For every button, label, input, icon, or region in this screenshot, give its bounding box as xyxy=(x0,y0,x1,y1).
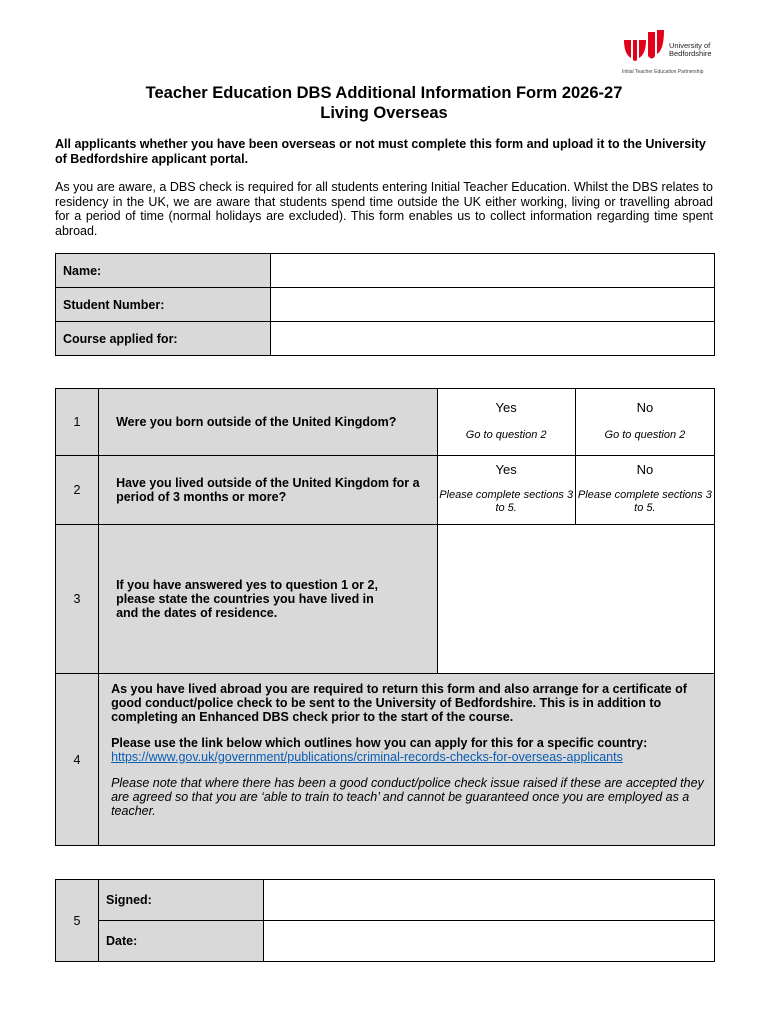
university-emblem-icon xyxy=(622,26,668,64)
question-4-info xyxy=(99,674,715,846)
university-name: University of Bedfordshire xyxy=(669,41,712,58)
questions-table xyxy=(55,388,715,846)
question-4-link-intro: Please use the link below which outlines how you can apply for this for a specific country: xyxy=(111,736,648,750)
question-3-answer-field[interactable] xyxy=(437,525,714,674)
date-label: Date: xyxy=(99,921,264,962)
question-3-number: 3 xyxy=(56,525,99,674)
signed-field[interactable] xyxy=(264,880,715,921)
student-number-field[interactable] xyxy=(271,288,715,322)
question-2-text: Have you lived outside of the United Kingdom for a period of 3 months or more? xyxy=(99,456,438,525)
question-1-yes-note: Go to question 2 xyxy=(465,429,547,441)
question-1-yes-option[interactable] xyxy=(437,389,575,456)
name-field[interactable] xyxy=(271,254,715,288)
course-label: Course applied for: xyxy=(56,322,271,356)
section-5-number: 5 xyxy=(56,880,99,962)
intro-instruction: All applicants whether you have been overseas or not must complete this form and upload it to the University of Bedfordshire applicant portal. xyxy=(55,137,706,166)
question-2-no-option[interactable] xyxy=(575,456,714,525)
signature-table xyxy=(55,879,715,962)
date-field[interactable] xyxy=(264,921,715,962)
student-number-label: Student Number: xyxy=(56,288,271,322)
question-1-text: Were you born outside of the United Kingdom? xyxy=(99,389,438,456)
logo-tagline: Initial Teacher Education Partnership xyxy=(622,69,704,75)
question-4-paragraph: As you have lived abroad you are required to return this form and also arrange for a certificate of good conduct/police check to be sent to the University of Bedfordshire. This is in addition to completing an Enhanced DBS check prior to the start of the course. xyxy=(111,682,687,724)
question-2-no-note: Please complete sections 3 to 5. xyxy=(577,489,712,514)
question-2-yes-note: Please complete sections 3 to 5. xyxy=(439,489,574,514)
question-4-note: Please note that where there has been a good conduct/police check issue raised if these are accepted they are agreed so that you are ‘able to train to teach’ and cannot be guaranteed once you are employed as a teacher. xyxy=(111,776,704,818)
question-4-number: 4 xyxy=(56,674,99,846)
question-1-number: 1 xyxy=(56,389,99,456)
question-1-yes-label: Yes xyxy=(495,400,517,415)
question-3-text: If you have answered yes to question 1 or 2, please state the countries you have lived in and the dates of residence. xyxy=(99,525,438,674)
form-title: Teacher Education DBS Additional Information Form 2026-27 xyxy=(145,84,623,102)
question-1-no-label: No xyxy=(636,400,654,415)
form-subtitle: Living Overseas xyxy=(320,104,448,122)
question-2-yes-option[interactable] xyxy=(437,456,575,525)
name-label: Name: xyxy=(56,254,271,288)
question-2-yes-label: Yes xyxy=(495,462,517,477)
question-2-number: 2 xyxy=(56,456,99,525)
signed-label: Signed: xyxy=(99,880,264,921)
university-logo xyxy=(618,22,718,80)
overseas-checks-link[interactable]: https://www.gov.uk/government/publications/criminal-records-checks-for-overseas-applicants xyxy=(111,750,623,764)
course-field[interactable] xyxy=(271,322,715,356)
question-2-no-label: No xyxy=(636,462,654,477)
applicant-details-table xyxy=(55,253,715,356)
question-1-no-note: Go to question 2 xyxy=(604,429,686,441)
intro-paragraph: As you are aware, a DBS check is required for all students entering Initial Teacher Education. Whilst the DBS relates to residency in the UK, we are aware that students spend time outside the UK either working, living or travelling abroad for a period of time (normal holidays are excluded). This form enables us to collect information regarding time spent abroad. xyxy=(55,180,713,238)
question-1-no-option[interactable] xyxy=(575,389,714,456)
